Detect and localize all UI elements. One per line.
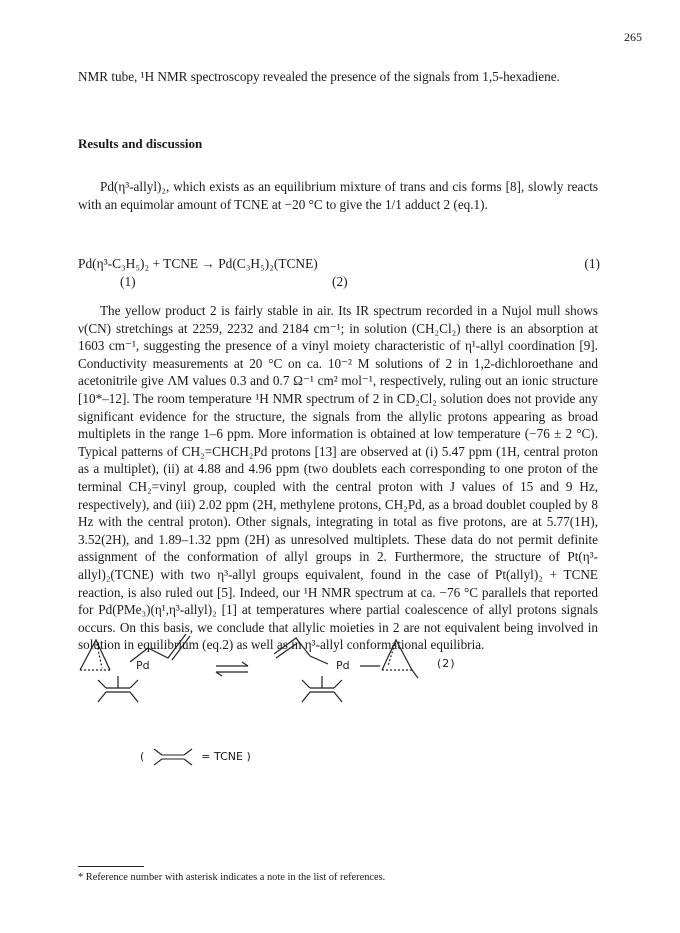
paragraph-intro: Pd(η³-allyl)₂, which exists as an equilibrium mixture of trans and cis forms [8], slowly reacts with an equimolar amount of TCNE at −20 °C to give the 1/1 adduct 2 (eq.1). bbox=[78, 179, 598, 212]
footnote-rule bbox=[78, 866, 144, 867]
right-pd-label: Pd bbox=[336, 659, 350, 672]
legend-text: = TCNE ) bbox=[201, 750, 251, 763]
equation-2-number: (2) bbox=[437, 657, 456, 670]
section-heading: Results and discussion bbox=[78, 136, 203, 151]
right-eta3-allyl bbox=[382, 640, 412, 670]
footnote: * Reference number with asterisk indicates a note in the list of references. bbox=[78, 872, 386, 883]
page-number: 265 bbox=[624, 30, 642, 44]
tcne-legend bbox=[140, 748, 251, 766]
equilibrium-scheme-figure bbox=[78, 632, 438, 742]
paragraph-results: The yellow product 2 is fairly stable in air. Its IR spectrum recorded in a Nujol mull shows ν(CN) stretchings at 2259, 2232 and 2184 cm⁻¹; in solution (CH₂Cl₂) there is an absorption at 1603 cm⁻¹, suggesting the presence of a vinyl moiety characteristic of η¹-allyl coordination [9]. Conductivity measurements at 20 °C on ca. 10⁻² M solutions of 2 in 1,2-dichloroethane and acetonitrile give ΛM values 0.3 and 0.7 Ω⁻¹ cm² mol⁻¹, respectively, ruling out an ionic structure [10*–12]. The room temperature ¹H NMR spectrum of 2 in CD₂Cl₂ solution does not provide any significant evidence for the structure, the signals from the allylic protons appearing as broad multiplets in the range 1–6 ppm. More information is obtained at low temperature (−76 ± 2 °C). Typical patterns of CH₂=CHCH₂Pd protons [13] are observed at (i) 5.47 ppm (1H, central proton as a multiplet), (ii) at 4.88 and 4.96 ppm (two doublets each corresponding to one proton of the terminal CH₂=vinyl group, coupled with the central proton with J values of 15 and 9 Hz, respectively), and (iii) 2.02 ppm (2H, methylene protons, CH₂Pd, as a broad doublet coupled by 8 Hz with the central proton). Other signals, integrating in total as five protons, are at 5.77(1H), 3.52(2H), and 1.89–1.32 ppm (2H) as unresolved multiplets. These data do not permit definite assignment of the conformation of allyl groups in 2. Furthermore, the structure of Pt(η³-allyl)₂(TCNE) with two η³-allyl groups equivalent, found in the case of Pt(allyl)₂ + TCNE reaction, is also ruled out [5]. Indeed, our ¹H NMR spectrum at ca. −76 °C parallels that reported for Pd(PMe₃)(η¹,η³-allyl)₂ [1] at temperatures where partial coalescence of allyl protons signals occurs. On this basis, we conclude that allylic moieties in 2 are not equivalent being involved in solution in equilibrium (eq.2) as well as in η³-allyl conformational equilibria. bbox=[78, 303, 598, 653]
equation-1-expression: Pd(η³-C₃H₅)₂ + TCNE → Pd(C₃H₅)₂(TCNE) bbox=[78, 256, 318, 271]
tcne-symbol-icon bbox=[148, 748, 198, 766]
left-eta3-allyl bbox=[80, 640, 110, 670]
equation-1-product-label: (2) bbox=[332, 274, 348, 289]
left-eta1-allyl bbox=[148, 634, 186, 658]
equation-1-number: (1) bbox=[584, 256, 600, 271]
left-pd-label: Pd bbox=[136, 659, 150, 672]
legend-open-paren: ( bbox=[140, 750, 145, 763]
paragraph-continued: NMR tube, ¹H NMR spectroscopy revealed the presence of the signals from 1,5-hexadiene. bbox=[78, 69, 560, 84]
equation-1-reactant-label: (1) bbox=[120, 274, 136, 289]
